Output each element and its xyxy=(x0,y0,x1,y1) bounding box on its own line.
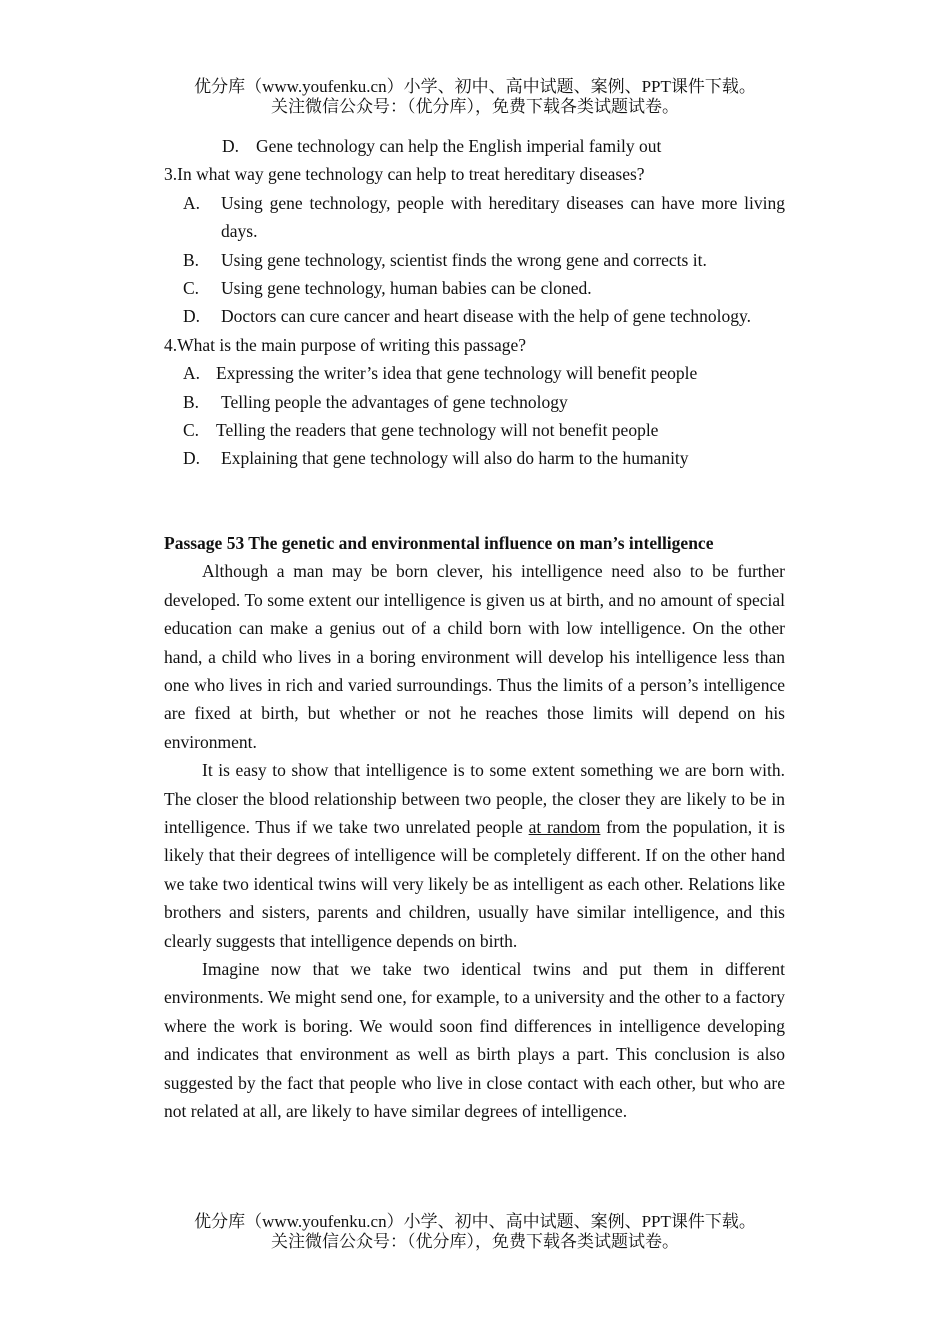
option-label: C. xyxy=(183,278,200,299)
passage-paragraph-1: Although a man may be born clever, his intelligence need also to be further developed. To some extent our intelligence is given us at birth, and no amount of special education can make a genius out of a child born with low intelligence. On the other hand, a child who lives in a boring environment will develop his intelligence less than one who lives in rich and varied surroundings. Thus the limits of a person’s intelligence are fixed at birth, but whether or not he reaches those limits will depend on his environment. xyxy=(164,561,785,752)
option-label: D. xyxy=(183,448,201,469)
option-label: A. xyxy=(183,192,201,213)
option-label: D. xyxy=(222,136,240,156)
option-label: A. xyxy=(183,363,201,384)
option-label: B. xyxy=(183,391,200,412)
question-3-option-b xyxy=(164,246,785,274)
option-label: C. xyxy=(183,420,200,441)
footer-line-2: 关注微信公众号：（优分库），免费下载各类试题试卷。 xyxy=(271,1232,679,1251)
page-footer xyxy=(0,1212,950,1252)
option-label: B. xyxy=(183,249,200,270)
paragraph-2-text-before: It is easy to show that intelligence is to some extent something we are born with. The closer the blood relationship between two people, the closer they are likely to be in intelligence. Thus if we take two unrelated people xyxy=(164,760,785,837)
option-text: Doctors can cure cancer and heart disease with the help of gene technology. xyxy=(221,306,751,327)
option-label: D. xyxy=(183,306,201,327)
question-4-option-b xyxy=(164,388,785,416)
page-header xyxy=(0,77,950,117)
question-3-option-d xyxy=(164,302,785,330)
option-text: Telling people the advantages of gene technology xyxy=(221,391,568,412)
question-4-option-a xyxy=(164,359,785,387)
option-text: Gene technology can help the English imperial family out xyxy=(256,136,662,156)
question-3-option-c xyxy=(164,274,785,302)
header-line-2: 关注微信公众号：（优分库），免费下载各类试题试卷。 xyxy=(271,97,679,116)
question-3-option-a xyxy=(164,189,785,246)
prev-question-option-d xyxy=(164,132,785,160)
option-text: Explaining that gene technology will also do harm to the humanity xyxy=(221,448,689,469)
option-text: Using gene technology, people with hereditary diseases can have more living days. xyxy=(221,192,785,242)
option-text: Expressing the writer’s idea that gene technology will benefit people xyxy=(216,363,698,384)
option-text: Telling the readers that gene technology will not benefit people xyxy=(216,420,659,441)
option-text: Using gene technology, scientist finds the wrong gene and corrects it. xyxy=(221,249,707,270)
footer-line-1: 优分库（www.youfenku.cn）小学、初中、高中试题、案例、PPT课件下载。 xyxy=(194,1212,756,1231)
question-4-option-c xyxy=(164,416,785,444)
paragraph-2-text-after: from the population, it is likely that their degrees of intelligence will be completely different. If on the other hand we take two identical twins will very likely be as intelligent as each other. Relations like brothers and sisters, parents and children, usually have similar intelligence, and this clearly suggests that intelligence depends on birth. xyxy=(164,816,785,951)
option-text: Using gene technology, human babies can be cloned. xyxy=(221,278,592,299)
document-body xyxy=(164,132,785,1125)
underlined-phrase: at random xyxy=(528,816,601,837)
section-spacer xyxy=(164,473,785,529)
question-3: 3.In what way gene technology can help to treat hereditary diseases? xyxy=(164,164,645,185)
header-line-1: 优分库（www.youfenku.cn）小学、初中、高中试题、案例、PPT课件下载。 xyxy=(194,77,756,96)
passage-paragraph-3: Imagine now that we take two identical twins and put them in different environments. We might send one, for example, to a university and the other to a factory where the work is boring. We would soon find differences in intelligence developing and indicates that environment as well as birth plays a part. This conclusion is also suggested by the fact that people who live in close contact with each other, but who are not related at all, are likely to have similar degrees of intelligence. xyxy=(164,958,785,1121)
passage-title: Passage 53 The genetic and environmental influence on man’s intelligence xyxy=(164,532,714,553)
question-4: 4.What is the main purpose of writing this passage? xyxy=(164,334,527,355)
question-4-option-d xyxy=(164,444,785,472)
passage-paragraph-2 xyxy=(164,756,785,955)
